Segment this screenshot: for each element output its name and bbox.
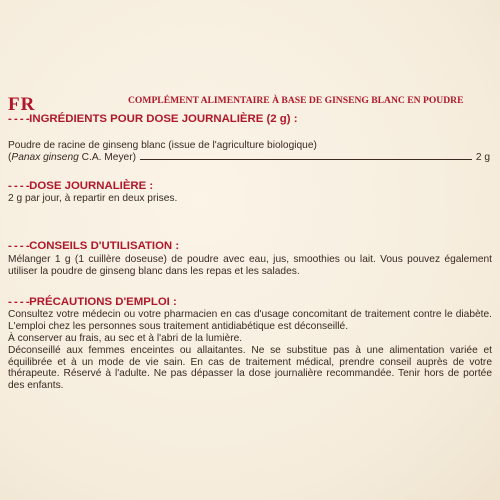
leader-line <box>140 159 472 160</box>
precautions-p3: Déconseillé aux femmes enceintes ou allaitantes. Ne se substitue pas à une alimentation variée et équilibrée et à un mode de vie sain. En cas de traitement médical, prendre conseil auprès de votre thérapeute. Réservé à l'adulte. Ne pas dépasser la dose journalière recommandée. Tenir hors de portée des enfants. <box>8 345 492 391</box>
precautions-p1: Consultez votre médecin ou votre pharmacien en cas d'usage concomitant de traitement contre le diabète. L'emploi chez les personnes sous traitement antidiabétique est déconseillé. <box>8 309 492 332</box>
precautions-title-text: PRÉCAUTIONS D'EMPLOI : <box>29 296 177 308</box>
ingredients-title-text: INGRÉDIENTS POUR DOSE JOURNALIÈRE (2 g) : <box>29 113 298 125</box>
ingredients-amount: 2 g <box>475 152 490 163</box>
ingredients-title: - - - -INGRÉDIENTS POUR DOSE JOURNALIÈRE (2 g) : <box>8 113 298 125</box>
language-code: FR <box>8 94 36 115</box>
dose-text: 2 g par jour, à repartir en deux prises. <box>8 193 178 204</box>
product-header: COMPLÉMENT ALIMENTAIRE À BASE DE GINSENG BLANC EN POUDRE <box>128 95 464 106</box>
precautions-title: - - - -PRÉCAUTIONS D'EMPLOI : <box>8 296 177 308</box>
ingredients-line1: Poudre de racine de ginseng blanc (issue de l'agriculture biologique) <box>8 140 317 151</box>
ingredients-latin: (Panax ginseng C.A. Meyer) <box>8 152 136 163</box>
dose-title: - - - -DOSE JOURNALIÈRE : <box>8 180 154 192</box>
usage-title: - - - -CONSEILS D'UTILISATION : <box>8 240 180 252</box>
dose-title-text: DOSE JOURNALIÈRE : <box>29 180 154 192</box>
usage-title-text: CONSEILS D'UTILISATION : <box>29 240 180 252</box>
usage-text: Mélanger 1 g (1 cuillère doseuse) de poudre avec eau, jus, smoothies ou lait. Vous pouvez également utiliser la poudre de ginseng blanc dans les repas et les salades. <box>8 254 492 277</box>
ingredients-line2 <box>8 152 492 163</box>
precautions-p2: À conserver au frais, au sec et à l'abri de la lumière. <box>8 333 243 344</box>
